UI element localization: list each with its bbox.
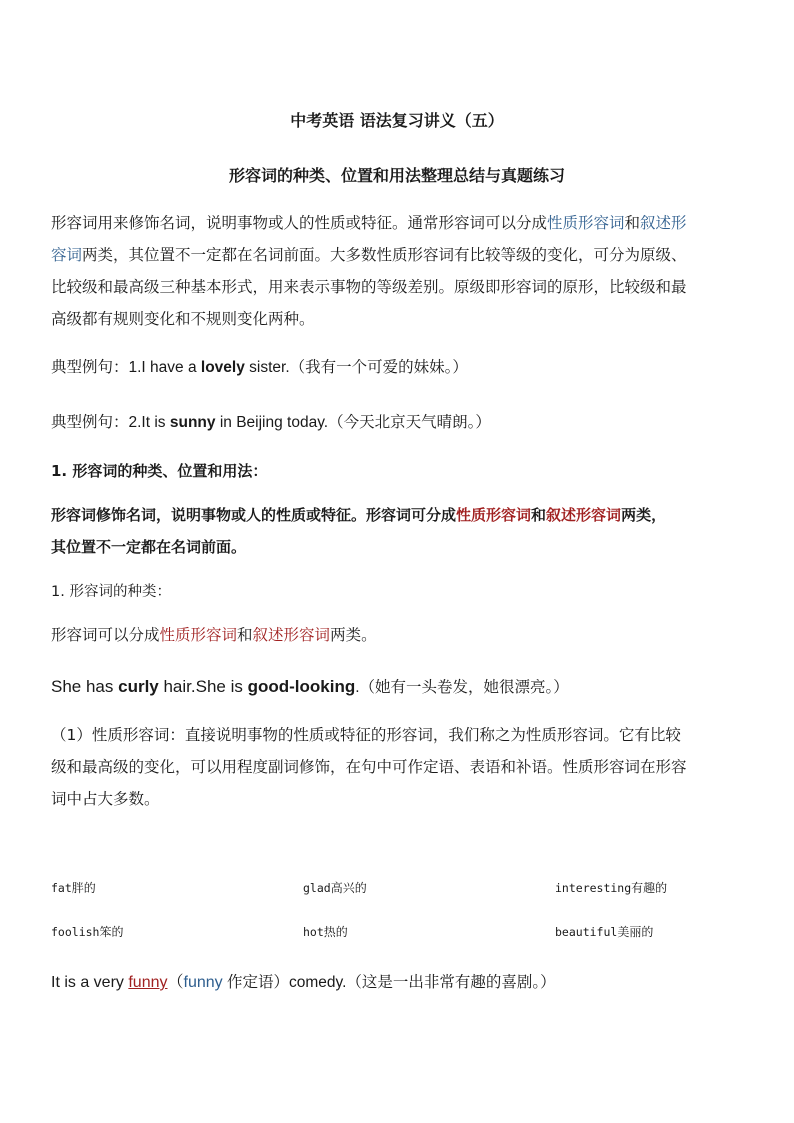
subsection-heading: 1. 形容词的种类：: [51, 584, 171, 600]
quality-line-3: 词中占大多数。: [51, 790, 160, 808]
quality-adjective-paragraph: [51, 719, 771, 815]
section-line-1: 形容词修饰名词，说明事物或人的性质或特征。形容词可分成性质形容词和叙述形容词两类，: [51, 506, 667, 524]
example-sentence-4: It is a very funny（funny 作定语）comedy.（这是一出非常有趣的喜剧。）: [51, 974, 556, 991]
word-item: interesting有趣的: [555, 881, 668, 895]
document-title: 中考英语 语法复习讲义（五）: [290, 111, 504, 130]
quality-line-2: 级和最高级的变化，可以用程度副词修饰，在句中可作定语、表语和补语。性质形容词在形容: [51, 758, 687, 776]
word-item: glad高兴的: [303, 881, 367, 895]
section-heading: 1. 形容词的种类、位置和用法：: [51, 462, 268, 480]
subsection-paragraph: 形容词可以分成性质形容词和叙述形容词两类。: [51, 626, 377, 644]
quality-line-1: （1）性质形容词：直接说明事物的性质或特征的形容词，我们称之为性质形容词。它有比较: [51, 726, 681, 744]
intro-line-2: 容词两类，其位置不一定都在名词前面。大多数性质形容词有比较等级的变化，可分为原级、: [51, 246, 687, 264]
section-line-2: 其位置不一定都在名词前面。: [51, 538, 247, 556]
example-sentence-1: 典型例句：1.I have a lovely sister.（我有一个可爱的妹妹。）: [51, 359, 468, 376]
word-item: fat胖的: [51, 881, 96, 895]
intro-line-3: 比较级和最高级三种基本形式，用来表示事物的等级差别。原级即形容词的原形，比较级和最: [51, 278, 687, 296]
intro-line-1: 形容词用来修饰名词，说明事物或人的性质或特征。通常形容词可以分成性质形容词和叙述形: [51, 214, 687, 232]
example-sentence-3: She has curly hair.She is good-looking.（她有一头卷发，她很漂亮。）: [51, 677, 569, 696]
intro-paragraph: [51, 207, 751, 335]
intro-line-4: 高级都有规则变化和不规则变化两种。: [51, 310, 315, 328]
word-item: beautiful美丽的: [555, 925, 654, 939]
document-subtitle: 形容词的种类、位置和用法整理总结与真题练习: [228, 166, 565, 185]
section-bold-paragraph: [51, 499, 771, 563]
word-item: foolish笨的: [51, 925, 124, 939]
example-sentence-2: 典型例句：2.It is sunny in Beijing today.（今天北京天气晴朗。）: [51, 414, 491, 431]
word-item: hot热的: [303, 925, 348, 939]
